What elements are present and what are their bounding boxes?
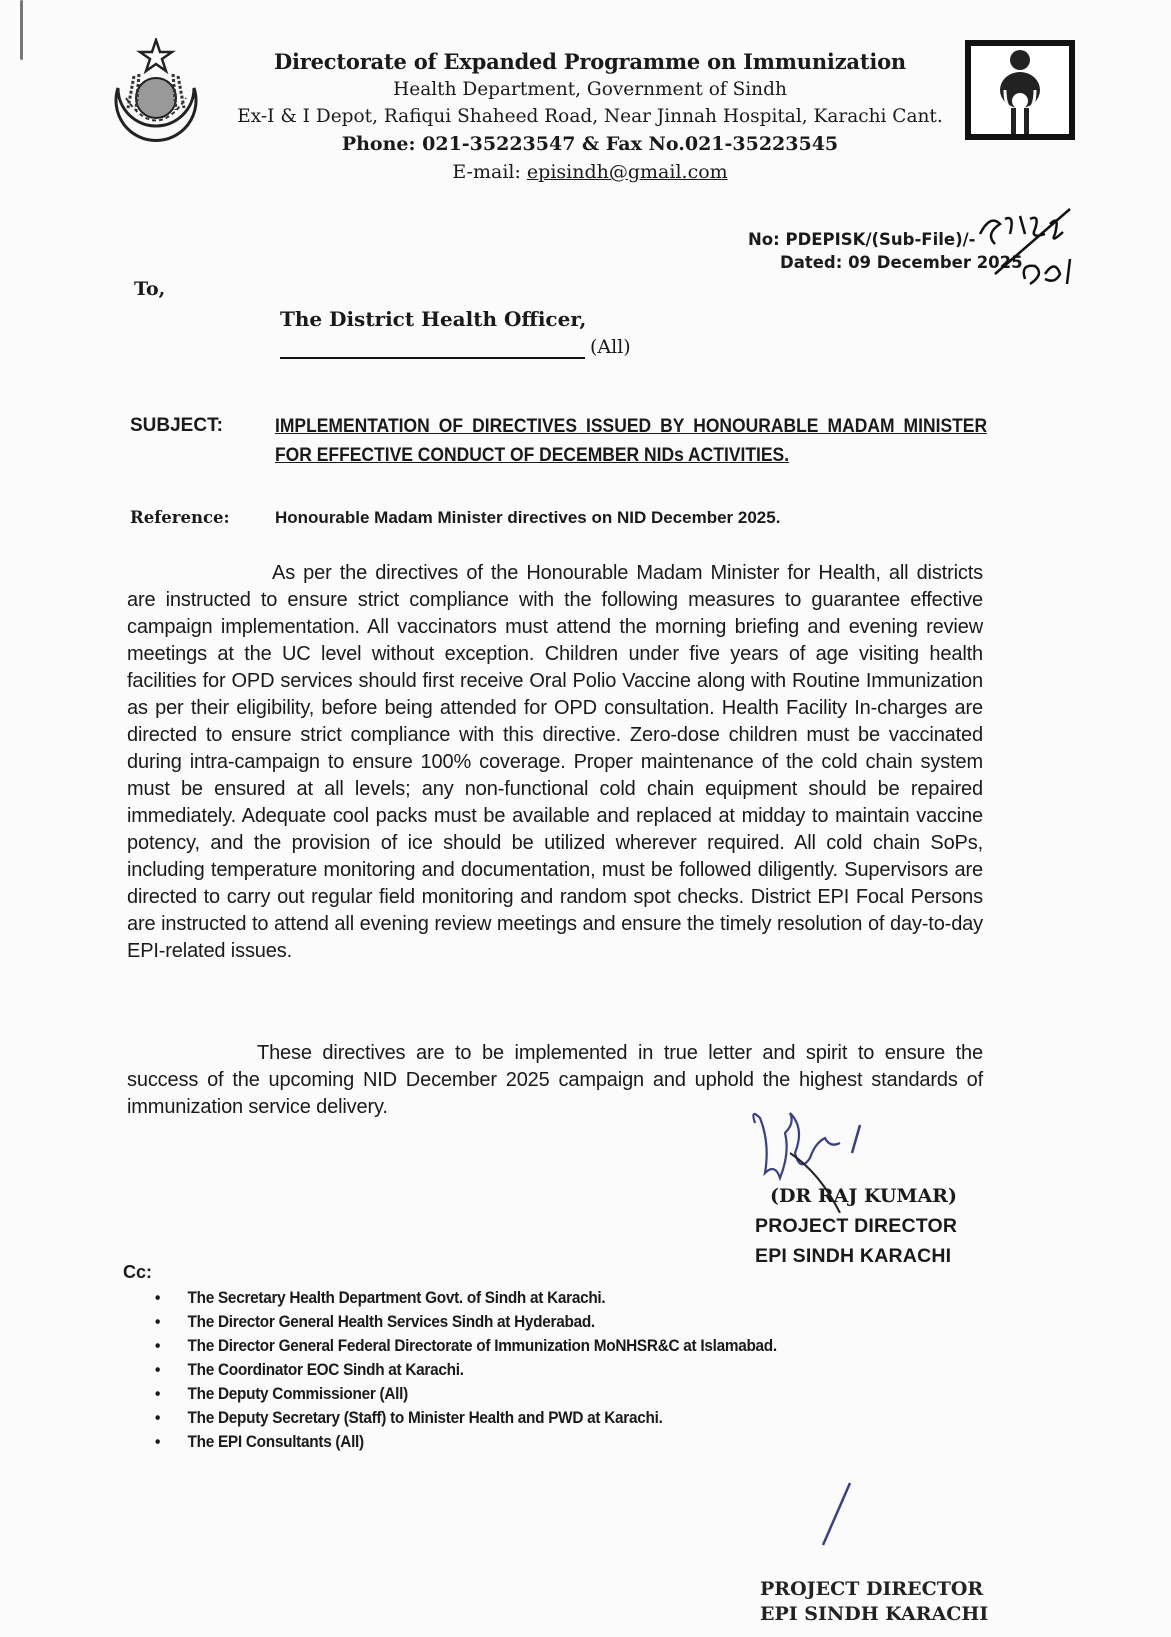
bullet-icon: • [155, 1433, 161, 1451]
bullet-icon: • [155, 1337, 161, 1355]
email-link[interactable]: episindh@gmail.com [526, 161, 728, 183]
body-paragraph-1: As per the directives of the Honourable Madam Minister for Health, all districts are instructed to ensure strict compliance with the following measures to guarantee effective campaign implementation. All vaccinators must attend the morning briefing and evening review meetings at the UC level without exception. Children under five years of age visiting health facilities for OPD services should first receive Oral Polio Vaccine along with Routine Immunization as per their eligibility, before being attended for OPD consultation. Health Facility In-charges are directed to ensure strict compliance with this directive. Zero-dose children must be vaccinated during intra-campaign to ensure 100% coverage. Proper maintenance of the cold chain system must be ensured at all levels; any non-functional cold chain equipment should be repaired immediately. Adequate cool packs must be available and replaced at midday to maintain vaccine potency, and the provision of ice should be utilized wherever required. All cold chain SoPs, including temperature monitoring and documentation, must be followed diligently. Supervisors are directed to carry out regular field monitoring and random spot checks. District EPI Focal Persons are instructed to attend all evening review meetings and ensure the timely resolution of day-to-day EPI-related issues. [127, 562, 983, 962]
cc-item: • The EPI Consultants (All) [155, 1430, 777, 1454]
cc-item: • The Director General Federal Directorate of Immunization MoNHSR&C at Islamabad. [155, 1334, 777, 1358]
cc-item: • The Deputy Secretary (Staff) to Minister Health and PWD at Karachi. [155, 1406, 777, 1430]
subject-text: IMPLEMENTATION OF DIRECTIVES ISSUED BY HONOURABLE MADAM MINISTER FOR EFFECTIVE CONDUCT OF DECEMBER NIDs ACTIVITIES. [275, 416, 988, 466]
bullet-icon: • [155, 1289, 161, 1307]
addressee: The District Health Officer, [280, 307, 587, 331]
office-address: Ex-I & I Depot, Rafiqui Shaheed Road, Near Jinnah Hospital, Karachi Cant. [237, 106, 943, 127]
cc-label: Cc: [123, 1262, 153, 1282]
signatory-office: EPI SINDH KARACHI [755, 1245, 952, 1267]
email-label: E-mail: [452, 161, 527, 183]
email-line [210, 158, 970, 186]
cc-item: • The Coordinator EOC Sindh at Karachi. [155, 1358, 777, 1382]
signatory-name: (DR RAJ KUMAR) [770, 1185, 957, 1207]
stamp-title: PROJECT DIRECTOR [760, 1578, 984, 1600]
reference-text: Honourable Madam Minister directives on NID December 2025. [275, 508, 781, 527]
cc-item: • The Secretary Health Department Govt. of Sindh at Karachi. [155, 1286, 777, 1310]
phone-fax: Phone: 021-35223547 & Fax No.021-35223545 [341, 133, 839, 155]
epi-logo [965, 40, 1075, 140]
bullet-icon: • [155, 1313, 161, 1331]
district-all: (All) [590, 336, 631, 358]
reference-label: Reference: [130, 508, 230, 527]
cc-list [155, 1286, 824, 1454]
mother-child-icon [971, 46, 1069, 134]
district-blank-line [280, 357, 585, 359]
cc-item: • The Deputy Commissioner (All) [155, 1382, 777, 1406]
body-paragraph-2: These directives are to be implemented in true letter and spirit to ensure the success of the upcoming NID December 2025 campaign and uphold the highest standards of immunization service delivery. [127, 1042, 983, 1118]
to-label: To, [134, 278, 166, 300]
cc-item: • The Director General Health Services Sindh at Hyderabad. [155, 1310, 777, 1334]
pen-slash-icon [815, 1480, 855, 1550]
sindh-emblem-icon [106, 38, 206, 153]
subject-label: SUBJECT: [130, 415, 223, 436]
reference-number: No: PDEPISK/(Sub-File)/- [748, 230, 976, 249]
bullet-icon: • [155, 1385, 161, 1403]
bullet-icon: • [155, 1409, 161, 1427]
organization-name: Directorate of Expanded Programme on Immunization [273, 49, 906, 74]
letterhead [210, 48, 970, 186]
stamp-office: EPI SINDH KARACHI [760, 1603, 989, 1625]
letter-date: Dated: 09 December 2025 [780, 253, 1023, 272]
department-name: Health Department, Government of Sindh [393, 79, 787, 100]
bullet-icon: • [155, 1361, 161, 1379]
margin-mark [20, 0, 23, 60]
handwritten-number-icon [975, 204, 1095, 294]
signatory-title: PROJECT DIRECTOR [755, 1215, 958, 1237]
